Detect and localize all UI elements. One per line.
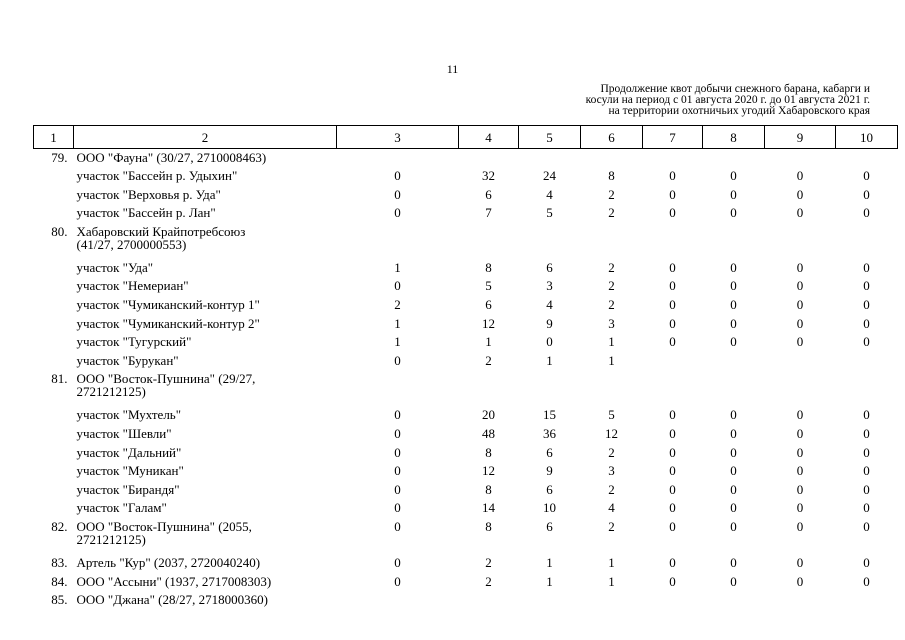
row-name [74, 315, 337, 334]
value-cell: 0 [863, 426, 870, 442]
value-cell: 0 [730, 278, 737, 294]
value-cell: 0 [394, 444, 401, 460]
value-cell [836, 223, 898, 259]
header-cell: 8 [703, 126, 765, 149]
row-name-line: участок "Муникан" [76, 463, 184, 479]
table-row [34, 573, 898, 592]
value-cell [337, 223, 459, 259]
value-cell: 7 [485, 205, 492, 221]
value-cell: 2 [608, 259, 615, 275]
value-cell: 0 [669, 555, 676, 570]
value-cell: 0 [669, 519, 676, 534]
value-cell: 6 [485, 297, 492, 313]
value-cell: 0 [730, 407, 737, 423]
row-number [34, 186, 74, 205]
row-name-line: участок "Бассейн р. Удыхин" [76, 168, 238, 184]
table-row [34, 370, 898, 406]
value-cell [765, 149, 836, 168]
row-name-line: участок "Бирандя" [76, 481, 180, 497]
value-cell: 8 [485, 444, 492, 460]
value-cell: 12 [482, 315, 495, 331]
value-cell: 1 [608, 573, 615, 589]
header-cell: 10 [836, 126, 898, 149]
table-row [34, 444, 898, 463]
value-cell [337, 370, 459, 406]
row-number [34, 444, 74, 463]
value-cell: 0 [863, 463, 870, 479]
value-cell: 0 [669, 444, 676, 460]
value-cell [765, 370, 836, 406]
value-cell: 0 [669, 278, 676, 294]
row-name [74, 425, 337, 444]
value-cell: 12 [605, 426, 618, 442]
value-cell: 0 [796, 315, 804, 331]
value-cell: 0 [863, 444, 870, 460]
value-cell [836, 591, 898, 610]
row-name [74, 223, 337, 259]
value-cell: 0 [669, 573, 676, 589]
value-cell: 5 [485, 278, 492, 294]
value-cell: 9 [546, 463, 553, 479]
value-cell: 0 [796, 205, 804, 221]
value-cell: 0 [394, 463, 401, 479]
header-cell: 6 [581, 126, 643, 149]
value-cell: 0 [730, 186, 737, 202]
value-cell [459, 149, 519, 168]
value-cell: 0 [796, 519, 804, 534]
value-cell [519, 370, 581, 406]
value-cell: 0 [730, 297, 737, 313]
value-cell: 0 [730, 555, 737, 570]
value-cell: 6 [546, 444, 553, 460]
value-cell [836, 352, 898, 371]
value-cell [836, 149, 898, 168]
value-cell: 48 [482, 426, 495, 442]
table-row [34, 406, 898, 425]
value-cell: 0 [863, 519, 870, 534]
row-number: 82. [51, 519, 68, 534]
row-number: 81. [51, 371, 68, 387]
value-cell: 1 [394, 334, 401, 350]
value-cell: 0 [796, 334, 804, 350]
table-row [34, 149, 898, 168]
value-cell: 0 [796, 573, 804, 589]
value-cell: 0 [863, 186, 870, 202]
value-cell: 0 [863, 481, 870, 497]
value-cell [519, 149, 581, 168]
row-name-line: участок "Бассейн р. Лан" [76, 205, 216, 221]
value-cell: 0 [669, 205, 676, 221]
caption-line: косули на период с 01 августа 2020 г. до 01 августа 2021 г. [585, 94, 870, 106]
table-row [34, 481, 898, 500]
table-body [34, 149, 898, 610]
value-cell: 3 [608, 463, 615, 479]
row-name-line: участок "Бурукан" [76, 352, 179, 368]
value-cell [581, 223, 643, 259]
row-name-line: ООО "Ассыни" (1937, 2717008303) [76, 573, 272, 589]
value-cell: 0 [730, 426, 737, 442]
value-cell: 2 [608, 444, 615, 460]
value-cell: 3 [546, 278, 553, 294]
header-cell: 7 [643, 126, 703, 149]
row-name-line: 2721212125) [76, 532, 146, 547]
header-cell: 2 [74, 126, 337, 149]
value-cell: 8 [485, 519, 492, 534]
value-cell: 0 [730, 481, 737, 497]
value-cell: 1 [394, 315, 401, 331]
value-cell: 2 [394, 297, 401, 313]
value-cell: 0 [669, 168, 676, 184]
row-number [34, 333, 74, 352]
value-cell: 2 [608, 205, 615, 221]
value-cell: 2 [485, 555, 492, 570]
value-cell: 0 [669, 463, 676, 479]
value-cell: 0 [863, 555, 870, 570]
row-name [74, 277, 337, 296]
value-cell [459, 370, 519, 406]
value-cell [519, 591, 581, 610]
row-number: 85. [51, 592, 68, 608]
value-cell: 0 [796, 297, 804, 313]
value-cell [643, 352, 703, 371]
value-cell: 1 [546, 555, 553, 570]
value-cell: 32 [482, 168, 495, 184]
row-number [34, 167, 74, 186]
value-cell: 1 [608, 352, 615, 368]
row-number: 79. [51, 150, 68, 165]
value-cell: 1 [394, 259, 401, 275]
value-cell: 0 [669, 426, 676, 442]
row-name-line: участок "Уда" [76, 259, 154, 275]
value-cell: 1 [546, 352, 553, 368]
value-cell: 1 [546, 573, 553, 589]
row-number [34, 315, 74, 334]
header-row [34, 126, 898, 149]
value-cell: 0 [394, 352, 401, 368]
value-cell: 8 [485, 481, 492, 497]
value-cell: 0 [669, 481, 676, 497]
row-number [34, 406, 74, 425]
value-cell: 0 [863, 168, 870, 184]
value-cell: 4 [608, 500, 615, 516]
value-cell: 0 [796, 555, 804, 570]
value-cell: 2 [485, 573, 492, 589]
value-cell [337, 149, 459, 168]
value-cell: 0 [863, 205, 870, 221]
caption-line: Продолжение квот добычи снежного барана, кабарги и [600, 83, 870, 95]
value-cell: 0 [863, 407, 870, 423]
table-row [34, 591, 898, 610]
value-cell: 6 [485, 186, 492, 202]
value-cell: 0 [730, 500, 737, 516]
row-name [74, 167, 337, 186]
value-cell: 0 [863, 278, 870, 294]
row-name [74, 462, 337, 481]
value-cell [643, 223, 703, 259]
value-cell: 0 [730, 334, 737, 350]
value-cell [581, 370, 643, 406]
row-name [74, 591, 337, 610]
header-cell: 5 [519, 126, 581, 149]
value-cell: 0 [730, 463, 737, 479]
value-cell: 0 [863, 573, 870, 589]
value-cell: 20 [482, 407, 495, 423]
row-number [34, 259, 74, 278]
value-cell: 0 [730, 205, 737, 221]
table-row [34, 425, 898, 444]
value-cell [337, 591, 459, 610]
row-name [74, 406, 337, 425]
value-cell: 0 [394, 481, 401, 497]
value-cell: 0 [546, 334, 553, 350]
value-cell [703, 370, 765, 406]
row-name-line: ООО "Фауна" (30/27, 2710008463) [76, 150, 267, 165]
value-cell: 0 [796, 407, 804, 423]
value-cell: 14 [482, 500, 495, 516]
value-cell: 0 [796, 168, 804, 184]
value-cell: 8 [485, 259, 492, 275]
quota-table [33, 125, 898, 610]
row-name-line: участок "Тугурский" [76, 334, 192, 350]
value-cell: 0 [394, 555, 401, 570]
value-cell: 2 [608, 186, 615, 202]
value-cell [703, 149, 765, 168]
row-number [34, 481, 74, 500]
value-cell: 9 [546, 315, 553, 331]
row-name [74, 259, 337, 278]
value-cell: 2 [608, 278, 615, 294]
table-row [34, 352, 898, 371]
table-row [34, 333, 898, 352]
value-cell: 0 [796, 278, 804, 294]
row-number: 83. [51, 555, 68, 570]
value-cell [643, 591, 703, 610]
value-cell: 0 [669, 407, 676, 423]
value-cell: 36 [543, 426, 556, 442]
value-cell [459, 223, 519, 259]
header-cell: 9 [765, 126, 836, 149]
row-number [34, 277, 74, 296]
row-name-line: участок "Дальний" [76, 444, 182, 460]
table-row [34, 518, 898, 554]
table-row [34, 499, 898, 518]
row-name [74, 186, 337, 205]
row-name [74, 204, 337, 223]
value-cell: 6 [546, 481, 553, 497]
row-name-line: 2721212125) [76, 384, 146, 400]
row-number [34, 425, 74, 444]
row-name [74, 296, 337, 315]
value-cell: 0 [394, 168, 401, 184]
value-cell: 0 [394, 186, 401, 202]
value-cell: 0 [863, 315, 870, 331]
table-row [34, 167, 898, 186]
row-number [34, 462, 74, 481]
header-cell: 1 [34, 126, 74, 149]
table-row [34, 277, 898, 296]
value-cell [459, 591, 519, 610]
value-cell: 0 [394, 278, 401, 294]
value-cell: 0 [863, 259, 870, 275]
table-row [34, 554, 898, 573]
value-cell: 2 [608, 297, 615, 313]
table-row [34, 223, 898, 259]
value-cell: 0 [796, 426, 804, 442]
value-cell: 0 [394, 205, 401, 221]
table-caption [540, 84, 870, 117]
value-cell [765, 591, 836, 610]
value-cell [703, 223, 765, 259]
value-cell: 0 [669, 500, 676, 516]
page-number: 11 [446, 62, 459, 76]
value-cell: 10 [543, 500, 556, 516]
value-cell: 0 [394, 426, 401, 442]
row-name-line: участок "Мухтель" [76, 407, 182, 423]
row-number [34, 352, 74, 371]
row-name [74, 554, 337, 573]
value-cell: 0 [730, 444, 737, 460]
row-name [74, 573, 337, 592]
value-cell: 5 [546, 205, 553, 221]
table-row [34, 186, 898, 205]
row-name [74, 518, 337, 554]
value-cell [643, 149, 703, 168]
value-cell: 0 [669, 334, 676, 350]
row-name [74, 333, 337, 352]
row-name-line: участок "Верховья р. Уда" [76, 186, 221, 202]
table-row [34, 296, 898, 315]
value-cell: 0 [394, 407, 401, 423]
value-cell: 0 [394, 573, 401, 589]
value-cell: 0 [730, 573, 737, 589]
row-name [74, 352, 337, 371]
header-cell: 3 [337, 126, 459, 149]
value-cell [581, 149, 643, 168]
row-name-line: ООО "Восток-Пушнина" (2055, [76, 519, 252, 534]
row-name-line: Хабаровский Крайпотребсоюз [76, 223, 246, 239]
value-cell: 0 [669, 259, 676, 275]
row-name [74, 444, 337, 463]
row-name [74, 370, 337, 406]
value-cell [643, 370, 703, 406]
row-name [74, 481, 337, 500]
value-cell: 4 [546, 186, 553, 202]
value-cell: 0 [796, 481, 804, 497]
value-cell: 1 [608, 334, 615, 350]
value-cell: 0 [796, 186, 804, 202]
value-cell: 0 [669, 186, 676, 202]
caption-line: на территории охотничьих угодий Хабаровского края [608, 105, 870, 117]
table-row [34, 315, 898, 334]
value-cell: 0 [863, 500, 870, 516]
value-cell: 0 [730, 259, 737, 275]
value-cell: 0 [730, 519, 737, 534]
value-cell: 0 [730, 168, 737, 184]
row-name-line: участок "Немериан" [76, 278, 189, 294]
value-cell: 1 [485, 334, 492, 350]
value-cell [836, 370, 898, 406]
row-name [74, 499, 337, 518]
value-cell: 0 [796, 500, 804, 516]
value-cell: 24 [543, 168, 556, 184]
value-cell: 0 [730, 315, 737, 331]
row-number: 80. [51, 223, 68, 239]
value-cell: 0 [796, 444, 804, 460]
row-name-line: участок "Чумиканский-контур 2" [76, 315, 260, 331]
value-cell: 4 [546, 297, 553, 313]
row-name-line: Артель "Кур" (2037, 2720040240) [76, 555, 261, 570]
value-cell: 0 [796, 259, 804, 275]
value-cell: 0 [796, 463, 804, 479]
row-name-line: (41/27, 2700000553) [76, 236, 187, 252]
value-cell: 6 [546, 259, 553, 275]
value-cell: 2 [608, 519, 615, 534]
row-number [34, 296, 74, 315]
value-cell: 5 [608, 407, 615, 423]
value-cell: 0 [863, 297, 870, 313]
row-number [34, 204, 74, 223]
value-cell: 0 [394, 519, 401, 534]
row-name-line: ООО "Восток-Пушнина" (29/27, [76, 371, 256, 387]
row-number: 84. [51, 573, 68, 589]
header-cell: 4 [459, 126, 519, 149]
value-cell: 0 [669, 315, 676, 331]
value-cell [703, 352, 765, 371]
row-name-line: участок "Шевли" [76, 426, 172, 442]
value-cell: 8 [608, 168, 615, 184]
value-cell: 0 [394, 500, 401, 516]
value-cell: 12 [482, 463, 495, 479]
value-cell: 15 [543, 407, 556, 423]
value-cell: 2 [485, 352, 492, 368]
value-cell: 6 [546, 519, 553, 534]
value-cell [581, 591, 643, 610]
table-row [34, 259, 898, 278]
value-cell: 2 [608, 481, 615, 497]
row-name [74, 149, 337, 168]
value-cell: 0 [669, 297, 676, 313]
row-name-line: участок "Чумиканский-контур 1" [76, 297, 260, 313]
value-cell: 3 [608, 315, 615, 331]
value-cell: 1 [608, 555, 615, 570]
table-row [34, 462, 898, 481]
value-cell [765, 352, 836, 371]
value-cell [519, 223, 581, 259]
row-name-line: участок "Галам" [76, 500, 167, 516]
row-name-line: ООО "Джана" (28/27, 2718000360) [76, 592, 268, 608]
value-cell: 0 [863, 334, 870, 350]
table-row [34, 204, 898, 223]
value-cell [765, 223, 836, 259]
row-number [34, 499, 74, 518]
value-cell [703, 591, 765, 610]
